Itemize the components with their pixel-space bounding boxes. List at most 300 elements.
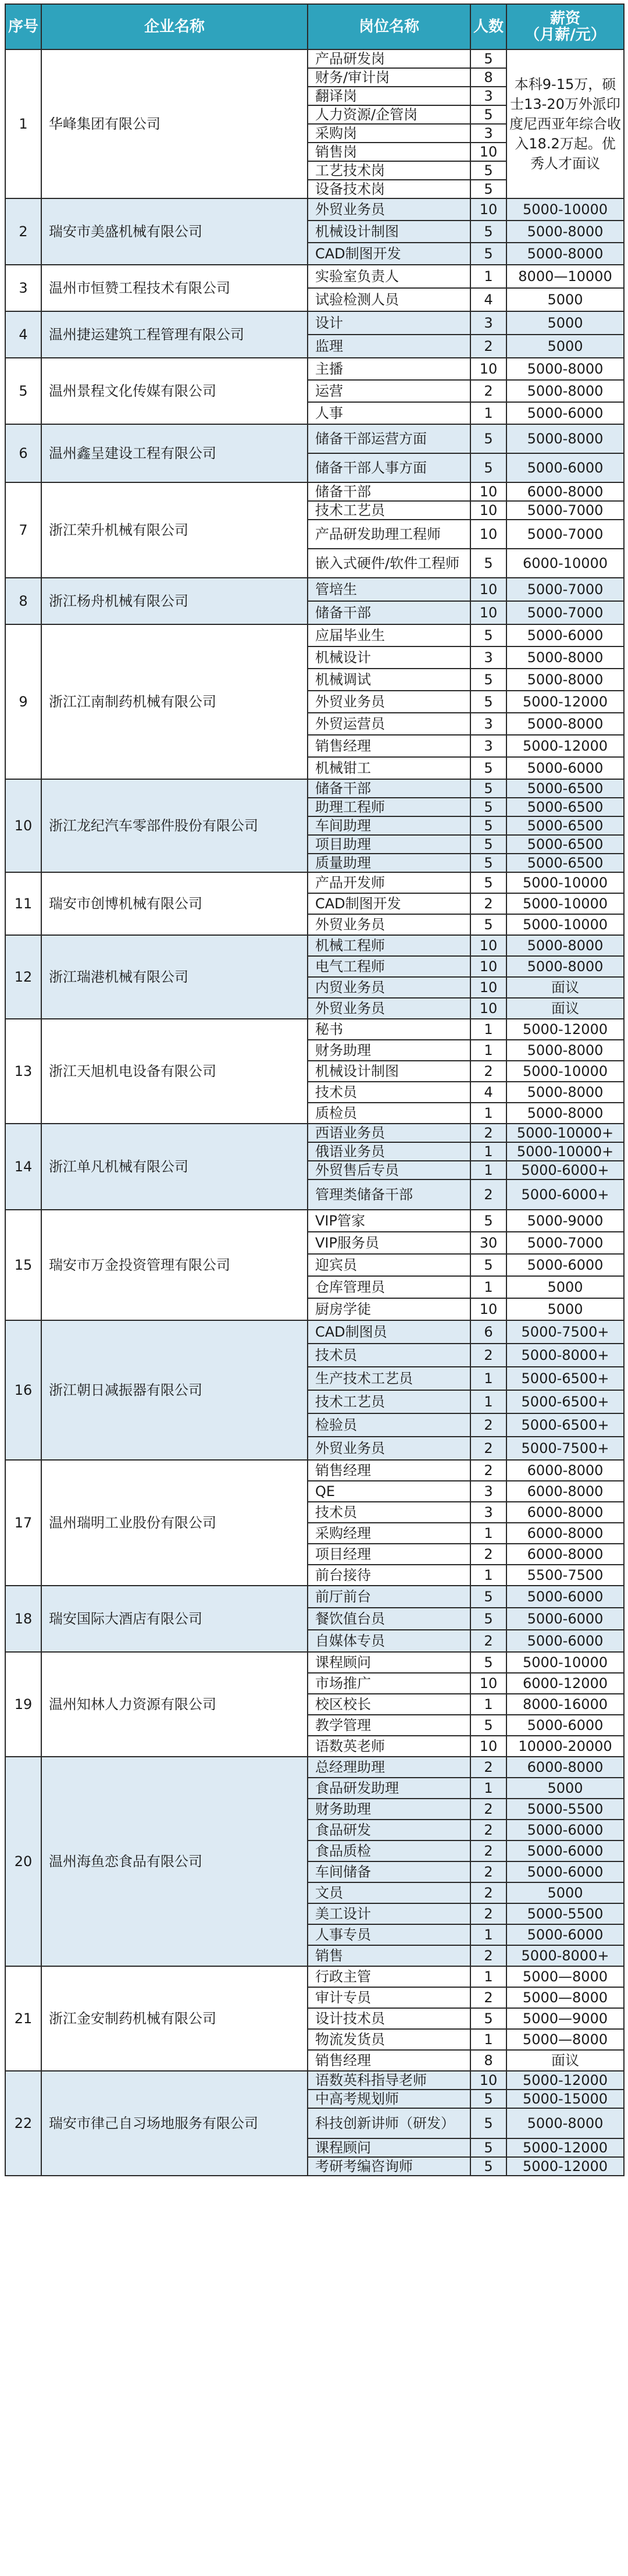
- row-number: 4: [5, 311, 41, 358]
- job-title: 销售岗: [308, 143, 470, 161]
- table-row: [5, 424, 624, 453]
- job-title: 教学管理: [308, 1715, 470, 1736]
- job-salary: 5000-8000: [506, 1040, 624, 1061]
- job-title: 市场推广: [308, 1673, 470, 1694]
- job-title: 助理工程师: [308, 798, 470, 816]
- job-title: 监理: [308, 335, 470, 358]
- job-count: 1: [470, 2029, 506, 2050]
- table-row: [5, 1124, 624, 1142]
- job-title: 食品研发助理: [308, 1778, 470, 1799]
- job-salary: 8000—10000: [506, 265, 624, 288]
- job-title: 设计: [308, 311, 470, 335]
- job-title: 迎宾员: [308, 1254, 470, 1276]
- header-job: 岗位名称: [308, 4, 470, 49]
- job-salary: 5000-7000: [506, 578, 624, 601]
- job-count: 1: [470, 1161, 506, 1179]
- job-count: 5: [470, 1715, 506, 1736]
- job-count: 5: [470, 161, 506, 180]
- job-count: 10: [470, 956, 506, 977]
- table-row: [5, 482, 624, 501]
- job-count: 2: [470, 1882, 506, 1903]
- job-title: 运营: [308, 380, 470, 402]
- table-row: [5, 624, 624, 646]
- job-title: 车间储备: [308, 1861, 470, 1882]
- job-title: VIP服务员: [308, 1232, 470, 1254]
- job-title: 机械工程师: [308, 935, 470, 956]
- job-count: 1: [470, 1276, 506, 1298]
- job-count: 2: [470, 893, 506, 914]
- job-salary: 5000-6000: [506, 1820, 624, 1840]
- job-count: 10: [470, 578, 506, 601]
- job-title: 语数英老师: [308, 1736, 470, 1757]
- job-title: 餐饮值台员: [308, 1608, 470, 1630]
- job-title: 文员: [308, 1882, 470, 1903]
- job-title: 试验检测人员: [308, 288, 470, 311]
- job-salary: 5000-6000: [506, 1630, 624, 1652]
- job-salary: 5000-12000: [506, 735, 624, 757]
- job-salary: 5000-6000: [506, 453, 624, 482]
- job-title: 技术工艺员: [308, 501, 470, 520]
- job-salary: 5000-6500: [506, 779, 624, 798]
- job-count: 2: [470, 1903, 506, 1924]
- company-name: 温州知林人力资源有限公司: [41, 1652, 308, 1757]
- job-title: 中高考规划师: [308, 2090, 470, 2108]
- header-no: 序号: [5, 4, 41, 49]
- job-count: 30: [470, 1232, 506, 1254]
- job-count: 5: [470, 914, 506, 935]
- job-salary: 5000-7000: [506, 1232, 624, 1254]
- table-row: [5, 1586, 624, 1608]
- row-number: 11: [5, 872, 41, 935]
- job-salary: 5000-7500+: [506, 1320, 624, 1344]
- job-count: 2: [470, 1945, 506, 1966]
- job-title: 财务助理: [308, 1040, 470, 1061]
- job-salary: 5000-8000: [506, 2108, 624, 2138]
- company-name: 瑞安市美盛机械有限公司: [41, 198, 308, 265]
- job-title: 技术工艺员: [308, 1390, 470, 1413]
- row-number: 2: [5, 198, 41, 265]
- job-count: 5: [470, 816, 506, 835]
- job-count: 2: [470, 1344, 506, 1367]
- job-count: 10: [470, 2071, 506, 2090]
- header-company: 企业名称: [41, 4, 308, 49]
- job-salary: 5000-8000: [506, 358, 624, 380]
- job-salary: 5000-8000: [506, 935, 624, 956]
- row-number: 10: [5, 779, 41, 872]
- table-row: [5, 578, 624, 601]
- job-count: 8: [470, 68, 506, 87]
- job-title: 采购岗: [308, 124, 470, 143]
- job-title: 机械调试: [308, 669, 470, 691]
- job-title: 仓库管理员: [308, 1276, 470, 1298]
- job-count: 2: [470, 1460, 506, 1481]
- job-salary: 5000-6000: [506, 1861, 624, 1882]
- job-salary: 5000-5500: [506, 1799, 624, 1820]
- table-row: [5, 1019, 624, 1040]
- job-salary: 5000-15000: [506, 2090, 624, 2108]
- row-number: 6: [5, 424, 41, 482]
- job-count: 5: [470, 453, 506, 482]
- job-count: 5: [470, 180, 506, 198]
- job-count: 1: [470, 1390, 506, 1413]
- job-title: 美工设计: [308, 1903, 470, 1924]
- job-title: 课程顾问: [308, 2138, 470, 2157]
- company-name: 浙江天旭机电设备有限公司: [41, 1019, 308, 1124]
- job-salary: 5000: [506, 1882, 624, 1903]
- job-title: 课程顾问: [308, 1652, 470, 1673]
- job-salary: 5000-6000+: [506, 1161, 624, 1179]
- job-salary: 5500-7500: [506, 1565, 624, 1586]
- job-count: 2: [470, 1437, 506, 1460]
- job-count: 5: [470, 2108, 506, 2138]
- header-salary: 薪资 （月薪/元）: [506, 4, 624, 49]
- job-count: 10: [470, 1673, 506, 1694]
- job-title: 储备干部: [308, 601, 470, 624]
- job-count: 5: [470, 854, 506, 872]
- job-salary: 5000-12000: [506, 1019, 624, 1040]
- job-count: 6: [470, 1320, 506, 1344]
- job-salary: 5000-6500: [506, 835, 624, 854]
- job-count: 5: [470, 2157, 506, 2176]
- recruitment-table: [5, 3, 625, 2176]
- company-name: 温州捷运建筑工程管理有限公司: [41, 311, 308, 358]
- job-salary: 5000-6000: [506, 1254, 624, 1276]
- company-name: 浙江龙纪汽车零部件股份有限公司: [41, 779, 308, 872]
- job-count: 5: [470, 2008, 506, 2029]
- job-salary: 6000-8000: [506, 1502, 624, 1523]
- job-title: 嵌入式硬件/软件工程师: [308, 549, 470, 578]
- job-salary: 5000-6500+: [506, 1390, 624, 1413]
- table-row: [5, 358, 624, 380]
- table-row: [5, 49, 624, 68]
- job-salary: 5000-8000: [506, 221, 624, 243]
- job-title: 销售: [308, 1945, 470, 1966]
- company-name: 瑞安市律己自习场地服务有限公司: [41, 2071, 308, 2176]
- job-count: 5: [470, 798, 506, 816]
- job-count: 5: [470, 2138, 506, 2157]
- job-title: 管培生: [308, 578, 470, 601]
- job-title: 机械设计: [308, 646, 470, 669]
- job-title: 技术员: [308, 1082, 470, 1103]
- job-salary: 6000-8000: [506, 1544, 624, 1565]
- job-salary: 面议: [506, 977, 624, 998]
- table-row: [5, 311, 624, 335]
- job-count: 5: [470, 549, 506, 578]
- job-salary: 5000-6500: [506, 854, 624, 872]
- row-number: 13: [5, 1019, 41, 1124]
- company-name: 浙江瑞港机械有限公司: [41, 935, 308, 1019]
- job-title: 西语业务员: [308, 1124, 470, 1142]
- job-salary: 5000-8000: [506, 956, 624, 977]
- job-title: 机械钳工: [308, 757, 470, 779]
- job-salary: 5000-6500+: [506, 1367, 624, 1390]
- job-title: 人事专员: [308, 1924, 470, 1945]
- job-count: 5: [470, 2090, 506, 2108]
- company-name: 华峰集团有限公司: [41, 49, 308, 198]
- job-salary: 5000-6500: [506, 816, 624, 835]
- job-count: 1: [470, 1367, 506, 1390]
- company-name: 温州瑞明工业股份有限公司: [41, 1460, 308, 1586]
- job-title: 质检员: [308, 1103, 470, 1124]
- job-count: 10: [470, 977, 506, 998]
- job-count: 1: [470, 1523, 506, 1544]
- job-count: 5: [470, 105, 506, 124]
- job-title: 外贸业务员: [308, 914, 470, 935]
- job-count: 10: [470, 1298, 506, 1320]
- job-salary: 5000-10000: [506, 893, 624, 914]
- job-title: 技术员: [308, 1344, 470, 1367]
- job-count: 5: [470, 669, 506, 691]
- job-salary: 5000-6000: [506, 624, 624, 646]
- job-title: 质量助理: [308, 854, 470, 872]
- job-title: 外贸运营员: [308, 713, 470, 735]
- job-count: 2: [470, 1179, 506, 1210]
- job-title: 产品研发助理工程师: [308, 520, 470, 549]
- job-count: 5: [470, 835, 506, 854]
- job-count: 1: [470, 1040, 506, 1061]
- row-number: 20: [5, 1757, 41, 1966]
- job-salary: 5000-6000: [506, 1924, 624, 1945]
- header-count: 人数: [470, 4, 506, 49]
- job-title: 检验员: [308, 1413, 470, 1437]
- job-title: CAD制图开发: [308, 243, 470, 265]
- job-count: 10: [470, 501, 506, 520]
- job-salary: 5000: [506, 335, 624, 358]
- job-salary: 10000-20000: [506, 1736, 624, 1757]
- job-title: 外贸业务员: [308, 998, 470, 1019]
- job-title: 外贸售后专员: [308, 1161, 470, 1179]
- table-row: [5, 872, 624, 893]
- job-title: 自媒体专员: [308, 1630, 470, 1652]
- job-count: 2: [470, 1544, 506, 1565]
- job-salary: 5000—8000: [506, 2029, 624, 2050]
- row-number: 21: [5, 1966, 41, 2071]
- job-count: 2: [470, 1987, 506, 2008]
- job-title: 销售经理: [308, 735, 470, 757]
- job-count: 10: [470, 601, 506, 624]
- job-title: 前台接待: [308, 1565, 470, 1586]
- job-count: 5: [470, 757, 506, 779]
- job-count: 1: [470, 1019, 506, 1040]
- job-salary: 5000-10000: [506, 1652, 624, 1673]
- job-title: 设备技术岗: [308, 180, 470, 198]
- job-title: 校区校长: [308, 1694, 470, 1715]
- job-title: 实验室负责人: [308, 265, 470, 288]
- job-count: 1: [470, 1966, 506, 1987]
- job-count: 1: [470, 1565, 506, 1586]
- job-count: 2: [470, 1630, 506, 1652]
- job-title: 储备干部运营方面: [308, 424, 470, 453]
- table-row: [5, 935, 624, 956]
- job-title: 语数英科指导老师: [308, 2071, 470, 2090]
- job-count: 3: [470, 646, 506, 669]
- job-title: 行政主管: [308, 1966, 470, 1987]
- job-count: 5: [470, 1210, 506, 1232]
- job-count: 5: [470, 424, 506, 453]
- job-salary: 6000-8000: [506, 1523, 624, 1544]
- job-title: 储备干部人事方面: [308, 453, 470, 482]
- job-count: 10: [470, 935, 506, 956]
- job-count: 5: [470, 221, 506, 243]
- company-name: 浙江朝日减振器有限公司: [41, 1320, 308, 1460]
- job-salary: 5000-6500: [506, 798, 624, 816]
- job-title: 翻译岗: [308, 87, 470, 105]
- table-row: [5, 198, 624, 221]
- company-name: 浙江杨舟机械有限公司: [41, 578, 308, 624]
- row-number: 7: [5, 482, 41, 578]
- job-salary: 5000: [506, 288, 624, 311]
- job-salary: 5000-6000: [506, 1715, 624, 1736]
- job-salary: 5000-8000: [506, 669, 624, 691]
- job-count: 2: [470, 1061, 506, 1082]
- job-salary: 5000-8000: [506, 380, 624, 402]
- row-number: 22: [5, 2071, 41, 2176]
- row-number: 3: [5, 265, 41, 311]
- job-title: 储备干部: [308, 779, 470, 798]
- table-row: [5, 1460, 624, 1481]
- table-row: [5, 1652, 624, 1673]
- job-salary: 5000-7000: [506, 520, 624, 549]
- job-count: 10: [470, 143, 506, 161]
- job-salary: 5000: [506, 311, 624, 335]
- job-salary: 8000-16000: [506, 1694, 624, 1715]
- job-title: 财务助理: [308, 1799, 470, 1820]
- job-count: 1: [470, 402, 506, 424]
- company-name: 温州鑫呈建设工程有限公司: [41, 424, 308, 482]
- job-count: 10: [470, 482, 506, 501]
- row-number: 14: [5, 1124, 41, 1210]
- job-count: 5: [470, 49, 506, 68]
- job-salary: 5000-8000: [506, 424, 624, 453]
- job-salary: 5000-9000: [506, 1210, 624, 1232]
- job-title: 总经理助理: [308, 1757, 470, 1778]
- job-title: 采购经理: [308, 1523, 470, 1544]
- row-number: 9: [5, 624, 41, 779]
- job-salary: 5000-10000: [506, 872, 624, 893]
- job-title: 外贸业务员: [308, 1437, 470, 1460]
- table-row: [5, 779, 624, 798]
- company-name: 浙江荣升机械有限公司: [41, 482, 308, 578]
- job-count: 1: [470, 1142, 506, 1161]
- company-name: 浙江江南制药机械有限公司: [41, 624, 308, 779]
- table-row: [5, 1210, 624, 1232]
- job-count: 5: [470, 624, 506, 646]
- job-salary: 5000-6000: [506, 757, 624, 779]
- job-count: 5: [470, 691, 506, 713]
- job-title: 机械设计制图: [308, 221, 470, 243]
- job-count: 4: [470, 288, 506, 311]
- job-title: 人力资源/企管岗: [308, 105, 470, 124]
- job-salary: 6000-12000: [506, 1673, 624, 1694]
- job-count: 2: [470, 335, 506, 358]
- job-count: 3: [470, 735, 506, 757]
- job-count: 5: [470, 1254, 506, 1276]
- table-row: [5, 1757, 624, 1778]
- job-salary: 5000-8000: [506, 713, 624, 735]
- job-salary: 5000-12000: [506, 691, 624, 713]
- job-salary: 5000: [506, 1276, 624, 1298]
- job-title: 项目助理: [308, 835, 470, 854]
- job-salary: 5000-6000: [506, 402, 624, 424]
- job-title: 俄语业务员: [308, 1142, 470, 1161]
- row-number: 17: [5, 1460, 41, 1586]
- job-salary: 6000-8000: [506, 1757, 624, 1778]
- job-title: 车间助理: [308, 816, 470, 835]
- job-title: 物流发货员: [308, 2029, 470, 2050]
- job-salary: 5000-8000: [506, 646, 624, 669]
- job-title: 管理类储备干部: [308, 1179, 470, 1210]
- job-count: 2: [470, 380, 506, 402]
- job-title: 人事: [308, 402, 470, 424]
- job-title: QE: [308, 1481, 470, 1502]
- job-count: 10: [470, 1736, 506, 1757]
- job-salary: 5000-12000: [506, 2071, 624, 2090]
- job-title: 外贸业务员: [308, 691, 470, 713]
- job-salary: 5000-10000+: [506, 1124, 624, 1142]
- table-row: [5, 1966, 624, 1987]
- job-count: 1: [470, 1924, 506, 1945]
- job-count: 3: [470, 1481, 506, 1502]
- job-title: 产品开发师: [308, 872, 470, 893]
- job-salary: 5000-10000+: [506, 1142, 624, 1161]
- job-salary: 5000-6000: [506, 1840, 624, 1861]
- row-number: 15: [5, 1210, 41, 1320]
- company-name: 温州景程文化传媒有限公司: [41, 358, 308, 424]
- job-title: 外贸业务员: [308, 198, 470, 221]
- job-title: CAD制图开发: [308, 893, 470, 914]
- job-count: 10: [470, 998, 506, 1019]
- table-row: [5, 1320, 624, 1344]
- job-salary: 5000-8000: [506, 243, 624, 265]
- row-number: 18: [5, 1586, 41, 1652]
- job-count: 5: [470, 243, 506, 265]
- row-number: 1: [5, 49, 41, 198]
- job-count: 2: [470, 1820, 506, 1840]
- job-title: 工艺技术岗: [308, 161, 470, 180]
- row-number: 12: [5, 935, 41, 1019]
- job-salary: 6000-8000: [506, 1481, 624, 1502]
- row-number: 5: [5, 358, 41, 424]
- job-salary: 5000-8000: [506, 1082, 624, 1103]
- job-salary: 5000-10000: [506, 914, 624, 935]
- job-salary: 5000-6000: [506, 1586, 624, 1608]
- job-title: 科技创新讲师（研发）: [308, 2108, 470, 2138]
- job-salary: 6000-10000: [506, 549, 624, 578]
- job-salary: 5000-10000: [506, 198, 624, 221]
- job-salary: 6000-8000: [506, 1460, 624, 1481]
- job-title: VIP管家: [308, 1210, 470, 1232]
- job-count: 3: [470, 124, 506, 143]
- salary-note: 本科9-15万，硕士13-20万外派印度尼西亚年综合收入18.2万起。优秀人才面议: [506, 49, 624, 198]
- job-title: 应届毕业生: [308, 624, 470, 646]
- job-salary: 5000-8000+: [506, 1344, 624, 1367]
- job-title: 机械设计制图: [308, 1061, 470, 1082]
- job-salary: 5000-7000: [506, 601, 624, 624]
- job-salary: 面议: [506, 998, 624, 1019]
- job-count: 2: [470, 1799, 506, 1820]
- job-salary: 5000-8000+: [506, 1945, 624, 1966]
- job-salary: 5000: [506, 1298, 624, 1320]
- job-salary: 5000-7500+: [506, 1437, 624, 1460]
- job-count: 1: [470, 1694, 506, 1715]
- job-title: 食品质检: [308, 1840, 470, 1861]
- job-count: 1: [470, 1778, 506, 1799]
- job-title: 设计技术员: [308, 2008, 470, 2029]
- job-title: 项目经理: [308, 1544, 470, 1565]
- job-salary: 5000-6500+: [506, 1413, 624, 1437]
- job-title: 技术员: [308, 1502, 470, 1523]
- job-count: 3: [470, 1502, 506, 1523]
